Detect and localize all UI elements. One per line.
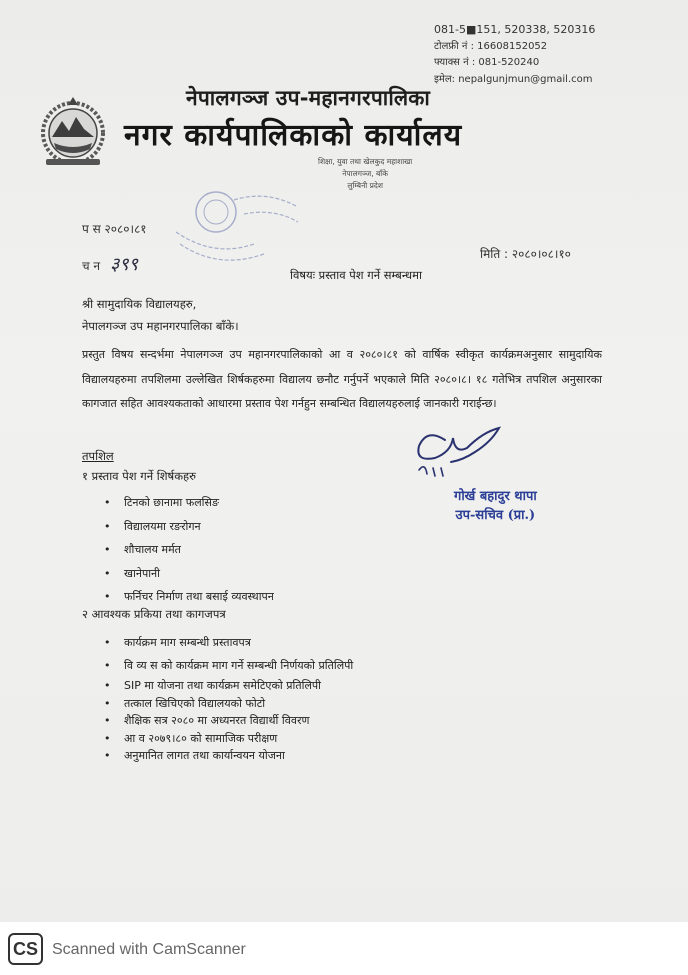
dispatch-number [82, 252, 138, 276]
signatory-title: उप-सचिव (प्रा.) [455, 508, 536, 523]
office-name: नेपालगञ्ज उप-महानगरपालिका [186, 86, 431, 110]
addressee-block [82, 293, 239, 337]
list-item: • शैक्षिक सत्र २०८० मा अध्यनरत विद्यार्थी विवरण [104, 712, 321, 730]
branch-line: लुम्बिनी प्रदेश [347, 181, 383, 190]
proposal-topics-list [104, 491, 274, 609]
list-item: • विद्यालयमा रङरोगन [104, 515, 274, 539]
list-item: • फर्निचर निर्माण तथा बसाई व्यवस्थापन [104, 585, 274, 609]
camscanner-logo-icon: CS [8, 933, 43, 965]
list-item: • वि व्य स को कार्यक्रम माग गर्ने सम्बन्धी निर्णयको प्रतिलिपी [104, 654, 353, 677]
list-item: • तत्काल खिचिएको विद्यालयको फोटो [104, 695, 321, 713]
required-documents-list [104, 631, 353, 677]
dispatch-value: ३९९ [109, 254, 139, 275]
section-heading: १ प्रस्ताव पेश गर्ने शिर्षकहरु [82, 469, 197, 483]
addressee-line: नेपालगञ्ज उप महानगरपालिका बाँके। [82, 319, 239, 333]
letter-subject: विषयः प्रस्ताव पेश गर्ने सम्बन्धमा [290, 268, 422, 282]
branch-line: नेपालगञ्ज, बाँके [342, 169, 388, 178]
letter-body: प्रस्तुत विषय सन्दर्भमा नेपालगञ्ज उप महानगरपालिकाको आ व २०८०।८१ को वार्षिक स्वीकृत कार्यक्रमअनुसार सामुदायिक विद्यालयहरुमा तपशिलमा उल्लेखित शिर्षकहरुमा विद्यालय छनौट गर्नुपर्ने भएकाले मिति २०८०।८। १८ गतेभित्र तपशिल अनुसारका कागजात सहित आवश्यकताको आधारमा प्रस्ताव पेश गर्नहुन सम्बन्धित विद्यालयहरुलाई जानकारी गराईन्छ। [82, 348, 602, 410]
signature-icon [405, 418, 515, 488]
list-item: • खानेपानी [104, 562, 274, 586]
reference-number: प स २०८०।८१ [82, 222, 147, 236]
dispatch-label: च न [82, 259, 101, 273]
email-address: इमेल: nepalgunjmun@gmail.com [434, 73, 593, 85]
phone-numbers: 081-5■151, 520338, 520316 [434, 23, 596, 36]
branch-info [318, 156, 412, 192]
section-heading: २ आवश्यक प्रकिया तथा कागजपत्र [82, 607, 226, 621]
fax-number: फ्याक्स नं : 081-520240 [434, 57, 540, 68]
office-title: नगर कार्यपालिकाको कार्यालय [124, 118, 463, 153]
branch-line: शिक्षा, युवा तथा खेलकुद महाशाखा [318, 157, 413, 166]
list-item: • SIP मा योजना तथा कार्यक्रम समेटिएको प्रतिलिपी [104, 677, 321, 695]
tollfree-number: टोलफ्री नं : 16608152052 [434, 40, 548, 52]
details-heading: तपशिल [82, 449, 114, 463]
scanner-watermark: Scanned with CamScanner [52, 941, 246, 958]
addressee-line: श्री सामुदायिक विद्यालयहरु, [82, 297, 197, 311]
required-documents-list-continued [104, 677, 321, 765]
scanner-footer [0, 922, 688, 975]
list-item: • टिनको छानामा फलसिङ [104, 491, 274, 515]
government-emblem-icon [40, 93, 106, 173]
list-item: • अनुमानित लागत तथा कार्यान्वयन योजना [104, 747, 321, 765]
list-item: • कार्यक्रम माग सम्बन्धी प्रस्तावपत्र [104, 631, 353, 654]
contact-block [434, 22, 595, 88]
list-item: • शौचालय मर्मत [104, 538, 274, 562]
office-stamp-icon [174, 180, 304, 280]
list-item: • आ व २०७९।८० को सामाजिक परीक्षण [104, 730, 321, 748]
signatory-block [454, 487, 537, 525]
letter-date: मिति : २०८०।०८।१० [480, 247, 571, 261]
signatory-name: गोर्ख बहादुर थापा [454, 489, 537, 504]
